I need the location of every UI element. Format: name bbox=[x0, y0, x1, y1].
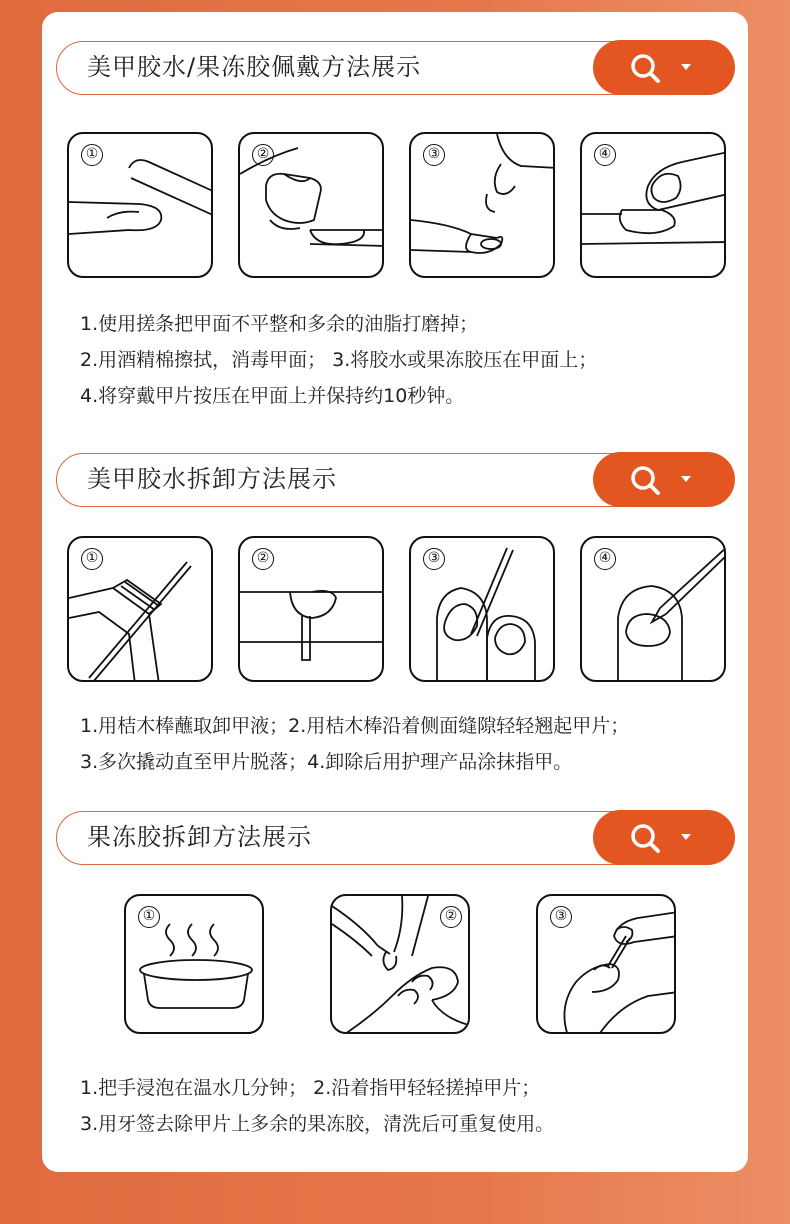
step-number: ② bbox=[440, 906, 462, 928]
search-icon bbox=[629, 52, 663, 86]
step-illustration-3 bbox=[409, 132, 555, 278]
instruction-line: 1.用桔木棒蘸取卸甲液；2.用桔木棒沿着侧面缝隙轻轻翘起甲片； bbox=[80, 715, 630, 737]
instruction-line: 1.把手浸泡在温水几分钟； 2.沿着指甲轻轻搓掉甲片； bbox=[80, 1077, 541, 1099]
step-illustration-2 bbox=[238, 536, 384, 682]
step-number: ① bbox=[138, 906, 160, 928]
search-button[interactable] bbox=[593, 40, 735, 95]
search-icon bbox=[629, 464, 663, 498]
step-illustration-3 bbox=[409, 536, 555, 682]
step-illustration-1 bbox=[124, 894, 264, 1034]
search-button[interactable] bbox=[593, 810, 735, 865]
section-title: 果冻胶拆卸方法展示 bbox=[87, 823, 312, 851]
section-title: 美甲胶水拆卸方法展示 bbox=[87, 465, 337, 493]
step-illustration-4 bbox=[580, 536, 726, 682]
instructions-glue-removal bbox=[80, 708, 629, 780]
instruction-line: 1.使用搓条把甲面不平整和多余的油脂打磨掉； bbox=[80, 313, 479, 335]
instruction-line: 3.用牙签去除甲片上多余的果冻胶，清洗后可重复使用。 bbox=[80, 1113, 555, 1135]
step-number: ④ bbox=[594, 144, 616, 166]
chevron-down-icon bbox=[681, 834, 691, 840]
search-icon bbox=[629, 822, 663, 856]
step-number: ② bbox=[252, 144, 274, 166]
step-illustration-2 bbox=[330, 894, 470, 1034]
step-number: ② bbox=[252, 548, 274, 570]
chevron-down-icon bbox=[681, 64, 691, 70]
section-header-wear bbox=[56, 41, 734, 95]
instruction-line: 2.用酒精棉擦拭，消毒甲面； 3.将胶水或果冻胶压在甲面上； bbox=[80, 349, 598, 371]
step-illustration-1 bbox=[67, 536, 213, 682]
section-header-jelly-removal bbox=[56, 811, 734, 865]
step-number: ③ bbox=[423, 548, 445, 570]
step-number: ④ bbox=[594, 548, 616, 570]
step-number: ① bbox=[81, 144, 103, 166]
chevron-down-icon bbox=[681, 476, 691, 482]
step-illustration-4 bbox=[580, 132, 726, 278]
step-illustration-2 bbox=[238, 132, 384, 278]
step-number: ③ bbox=[423, 144, 445, 166]
content-card bbox=[42, 12, 748, 1172]
search-button[interactable] bbox=[593, 452, 735, 507]
instruction-line: 4.将穿戴甲片按压在甲面上并保持约10秒钟。 bbox=[80, 385, 465, 407]
instructions-wear bbox=[80, 306, 597, 414]
section-header-glue-removal bbox=[56, 453, 734, 507]
step-number: ① bbox=[81, 548, 103, 570]
step-illustration-1 bbox=[67, 132, 213, 278]
step-number: ③ bbox=[550, 906, 572, 928]
section-title: 美甲胶水/果冻胶佩戴方法展示 bbox=[87, 53, 422, 81]
step-illustration-3 bbox=[536, 894, 676, 1034]
instructions-jelly-removal bbox=[80, 1070, 554, 1142]
instruction-line: 3.多次撬动直至甲片脱落；4.卸除后用护理产品涂抹指甲。 bbox=[80, 751, 573, 773]
